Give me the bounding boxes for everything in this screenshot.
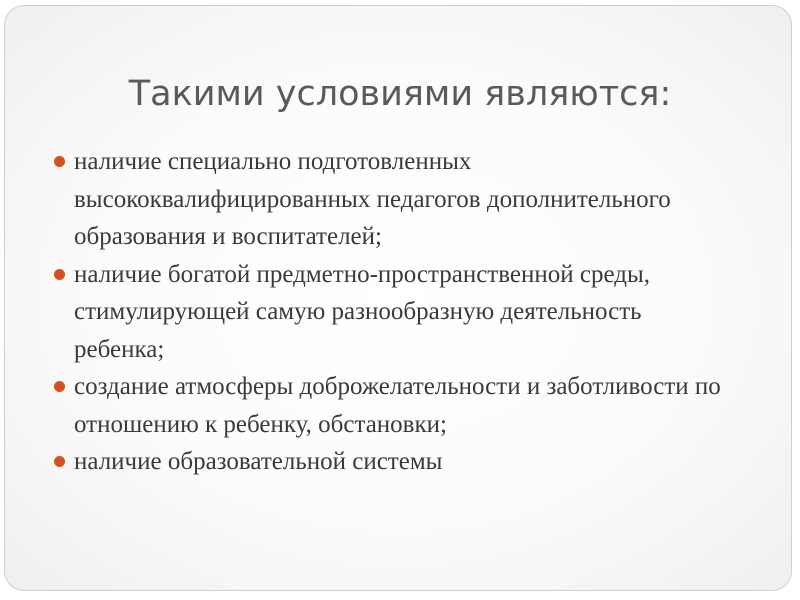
list-item xyxy=(48,143,738,256)
list-item-text: создание атмосферы доброжелательности и заботливости по отношению к ребенку, обстановки; xyxy=(74,373,721,438)
list-item xyxy=(48,256,738,369)
bullet-icon xyxy=(54,456,65,467)
slide-title: Такими условиями являются: xyxy=(128,74,672,114)
list-item-text: наличие богатой предметно-пространственной среды, стимулирующей самую разнообразную деятельность ребенка; xyxy=(74,260,651,363)
list-item xyxy=(48,368,738,443)
list-item-text: наличие образовательной системы xyxy=(74,448,443,475)
bullet-icon xyxy=(54,156,65,167)
bullet-icon xyxy=(54,269,65,280)
list-item xyxy=(48,443,738,481)
bullet-icon xyxy=(54,381,65,392)
list-item-text: наличие специально подготовленных высококвалифицированных педагогов дополнительного образования и воспитателей; xyxy=(74,148,671,250)
bullet-list xyxy=(48,143,738,481)
